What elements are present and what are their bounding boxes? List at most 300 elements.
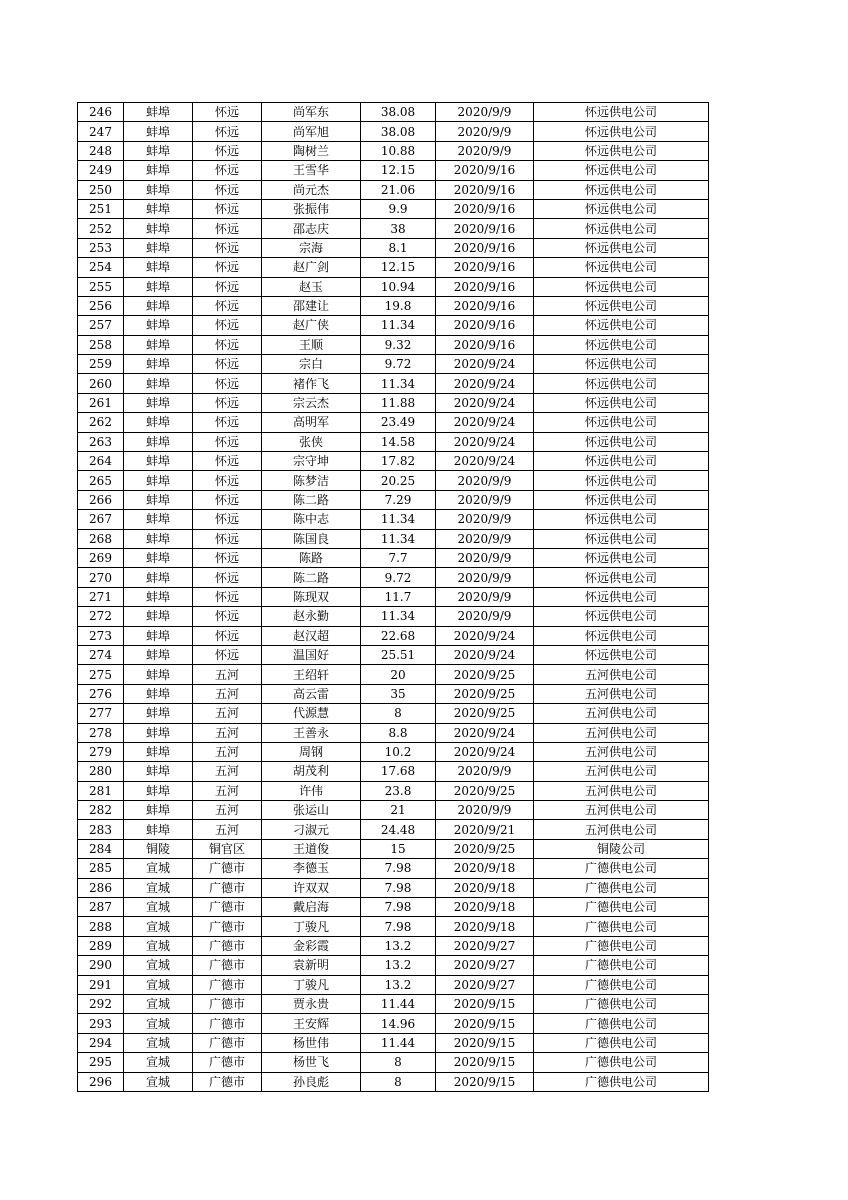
cell-company: 怀远供电公司 <box>534 413 709 432</box>
cell-amount: 10.2 <box>361 742 436 761</box>
cell-name: 代源慧 <box>262 704 361 723</box>
cell-company: 五河供电公司 <box>534 704 709 723</box>
cell-row-number: 249 <box>78 161 124 180</box>
cell-name: 杨世伟 <box>262 1033 361 1052</box>
cell-district: 铜官区 <box>193 839 262 858</box>
cell-name: 陈梦洁 <box>262 471 361 490</box>
table-row <box>78 684 709 703</box>
cell-row-number: 284 <box>78 839 124 858</box>
cell-amount: 21.06 <box>361 180 436 199</box>
cell-date: 2020/9/9 <box>436 762 534 781</box>
cell-company: 广德供电公司 <box>534 956 709 975</box>
cell-amount: 14.58 <box>361 432 436 451</box>
cell-city: 蚌埠 <box>124 781 193 800</box>
cell-date: 2020/9/21 <box>436 820 534 839</box>
table-row <box>78 103 709 122</box>
cell-date: 2020/9/9 <box>436 510 534 529</box>
cell-district: 怀远 <box>193 335 262 354</box>
cell-date: 2020/9/27 <box>436 936 534 955</box>
cell-city: 蚌埠 <box>124 587 193 606</box>
cell-row-number: 274 <box>78 645 124 664</box>
cell-row-number: 250 <box>78 180 124 199</box>
table-row <box>78 122 709 141</box>
cell-city: 蚌埠 <box>124 432 193 451</box>
cell-date: 2020/9/9 <box>436 607 534 626</box>
cell-city: 宣城 <box>124 936 193 955</box>
cell-date: 2020/9/18 <box>436 898 534 917</box>
cell-date: 2020/9/24 <box>436 452 534 471</box>
cell-district: 广德市 <box>193 1072 262 1091</box>
cell-city: 蚌埠 <box>124 413 193 432</box>
cell-date: 2020/9/25 <box>436 665 534 684</box>
cell-date: 2020/9/16 <box>436 161 534 180</box>
cell-name: 陈现双 <box>262 587 361 606</box>
cell-district: 怀远 <box>193 432 262 451</box>
cell-district: 怀远 <box>193 529 262 548</box>
cell-name: 王道俊 <box>262 839 361 858</box>
cell-company: 五河供电公司 <box>534 665 709 684</box>
table-row <box>78 161 709 180</box>
table-row <box>78 452 709 471</box>
cell-row-number: 271 <box>78 587 124 606</box>
cell-row-number: 264 <box>78 452 124 471</box>
cell-amount: 12.15 <box>361 161 436 180</box>
table-row <box>78 199 709 218</box>
cell-date: 2020/9/15 <box>436 1053 534 1072</box>
cell-city: 蚌埠 <box>124 704 193 723</box>
table-row <box>78 529 709 548</box>
cell-company: 广德供电公司 <box>534 936 709 955</box>
cell-amount: 23.49 <box>361 413 436 432</box>
cell-company: 怀远供电公司 <box>534 122 709 141</box>
cell-name: 陈路 <box>262 548 361 567</box>
cell-row-number: 255 <box>78 277 124 296</box>
cell-name: 陈国良 <box>262 529 361 548</box>
cell-amount: 19.8 <box>361 296 436 315</box>
table-row <box>78 607 709 626</box>
cell-amount: 8.8 <box>361 723 436 742</box>
cell-company: 五河供电公司 <box>534 684 709 703</box>
cell-company: 怀远供电公司 <box>534 510 709 529</box>
cell-name: 赵广侠 <box>262 316 361 335</box>
cell-district: 怀远 <box>193 180 262 199</box>
cell-date: 2020/9/18 <box>436 878 534 897</box>
cell-amount: 17.82 <box>361 452 436 471</box>
cell-district: 广德市 <box>193 936 262 955</box>
cell-city: 蚌埠 <box>124 762 193 781</box>
cell-amount: 7.98 <box>361 859 436 878</box>
table-row <box>78 994 709 1013</box>
cell-date: 2020/9/24 <box>436 723 534 742</box>
table-row <box>78 917 709 936</box>
cell-city: 宣城 <box>124 878 193 897</box>
cell-amount: 38 <box>361 219 436 238</box>
cell-row-number: 248 <box>78 141 124 160</box>
table-row <box>78 1033 709 1052</box>
cell-date: 2020/9/16 <box>436 316 534 335</box>
cell-company: 五河供电公司 <box>534 781 709 800</box>
cell-company: 怀远供电公司 <box>534 548 709 567</box>
table-row <box>78 413 709 432</box>
cell-district: 怀远 <box>193 548 262 567</box>
cell-amount: 22.68 <box>361 626 436 645</box>
cell-row-number: 275 <box>78 665 124 684</box>
cell-row-number: 295 <box>78 1053 124 1072</box>
cell-row-number: 256 <box>78 296 124 315</box>
cell-company: 怀远供电公司 <box>534 587 709 606</box>
cell-row-number: 285 <box>78 859 124 878</box>
cell-date: 2020/9/9 <box>436 529 534 548</box>
cell-amount: 8.1 <box>361 238 436 257</box>
cell-row-number: 257 <box>78 316 124 335</box>
cell-name: 赵永勤 <box>262 607 361 626</box>
table-row <box>78 141 709 160</box>
cell-district: 五河 <box>193 762 262 781</box>
cell-amount: 20 <box>361 665 436 684</box>
cell-district: 怀远 <box>193 296 262 315</box>
cell-row-number: 296 <box>78 1072 124 1091</box>
table-row <box>78 180 709 199</box>
cell-amount: 7.98 <box>361 878 436 897</box>
cell-name: 陈二路 <box>262 568 361 587</box>
cell-date: 2020/9/16 <box>436 296 534 315</box>
cell-city: 蚌埠 <box>124 607 193 626</box>
cell-date: 2020/9/24 <box>436 413 534 432</box>
cell-city: 蚌埠 <box>124 335 193 354</box>
cell-district: 五河 <box>193 742 262 761</box>
cell-city: 蚌埠 <box>124 801 193 820</box>
cell-name: 胡茂利 <box>262 762 361 781</box>
table-body <box>78 103 709 1092</box>
cell-row-number: 251 <box>78 199 124 218</box>
cell-company: 怀远供电公司 <box>534 645 709 664</box>
cell-company: 怀远供电公司 <box>534 199 709 218</box>
cell-amount: 8 <box>361 1053 436 1072</box>
cell-city: 宣城 <box>124 859 193 878</box>
table-row <box>78 820 709 839</box>
table-row <box>78 1014 709 1033</box>
cell-amount: 11.34 <box>361 510 436 529</box>
cell-amount: 9.72 <box>361 568 436 587</box>
cell-name: 宗海 <box>262 238 361 257</box>
cell-amount: 13.2 <box>361 936 436 955</box>
cell-row-number: 262 <box>78 413 124 432</box>
table-row <box>78 859 709 878</box>
table-row <box>78 471 709 490</box>
cell-district: 怀远 <box>193 103 262 122</box>
cell-row-number: 259 <box>78 355 124 374</box>
cell-amount: 38.08 <box>361 103 436 122</box>
table-row <box>78 316 709 335</box>
cell-company: 怀远供电公司 <box>534 238 709 257</box>
cell-city: 蚌埠 <box>124 684 193 703</box>
table-row <box>78 878 709 897</box>
cell-amount: 8 <box>361 704 436 723</box>
cell-city: 宣城 <box>124 898 193 917</box>
cell-name: 贾永贵 <box>262 994 361 1013</box>
cell-name: 杨世飞 <box>262 1053 361 1072</box>
cell-date: 2020/9/9 <box>436 141 534 160</box>
cell-name: 许双双 <box>262 878 361 897</box>
table-row <box>78 801 709 820</box>
cell-name: 褚作飞 <box>262 374 361 393</box>
table-row <box>78 568 709 587</box>
cell-amount: 13.2 <box>361 956 436 975</box>
cell-city: 蚌埠 <box>124 355 193 374</box>
cell-row-number: 254 <box>78 258 124 277</box>
cell-row-number: 292 <box>78 994 124 1013</box>
cell-date: 2020/9/25 <box>436 684 534 703</box>
cell-name: 金彩霞 <box>262 936 361 955</box>
cell-row-number: 283 <box>78 820 124 839</box>
cell-amount: 7.29 <box>361 490 436 509</box>
cell-city: 蚌埠 <box>124 742 193 761</box>
cell-name: 周钢 <box>262 742 361 761</box>
cell-date: 2020/9/9 <box>436 490 534 509</box>
cell-amount: 9.9 <box>361 199 436 218</box>
cell-amount: 11.7 <box>361 587 436 606</box>
cell-company: 怀远供电公司 <box>534 568 709 587</box>
table-row <box>78 432 709 451</box>
cell-city: 蚌埠 <box>124 393 193 412</box>
cell-date: 2020/9/9 <box>436 103 534 122</box>
cell-district: 广德市 <box>193 1033 262 1052</box>
cell-row-number: 261 <box>78 393 124 412</box>
table-row <box>78 704 709 723</box>
cell-district: 怀远 <box>193 258 262 277</box>
cell-city: 蚌埠 <box>124 723 193 742</box>
table-row <box>78 296 709 315</box>
cell-row-number: 278 <box>78 723 124 742</box>
cell-city: 宣城 <box>124 1014 193 1033</box>
data-table <box>77 102 709 1092</box>
cell-row-number: 269 <box>78 548 124 567</box>
cell-district: 广德市 <box>193 859 262 878</box>
cell-name: 高云雷 <box>262 684 361 703</box>
cell-company: 怀远供电公司 <box>534 432 709 451</box>
cell-row-number: 253 <box>78 238 124 257</box>
cell-amount: 7.7 <box>361 548 436 567</box>
cell-date: 2020/9/25 <box>436 704 534 723</box>
cell-district: 怀远 <box>193 238 262 257</box>
cell-date: 2020/9/24 <box>436 393 534 412</box>
cell-row-number: 247 <box>78 122 124 141</box>
cell-row-number: 272 <box>78 607 124 626</box>
cell-amount: 8 <box>361 1072 436 1091</box>
cell-name: 李德玉 <box>262 859 361 878</box>
cell-name: 王顺 <box>262 335 361 354</box>
cell-district: 五河 <box>193 665 262 684</box>
cell-amount: 24.48 <box>361 820 436 839</box>
cell-date: 2020/9/15 <box>436 994 534 1013</box>
cell-company: 怀远供电公司 <box>534 103 709 122</box>
cell-city: 蚌埠 <box>124 510 193 529</box>
cell-company: 广德供电公司 <box>534 1014 709 1033</box>
cell-amount: 11.88 <box>361 393 436 412</box>
table-row <box>78 898 709 917</box>
cell-city: 宣城 <box>124 994 193 1013</box>
cell-row-number: 252 <box>78 219 124 238</box>
cell-district: 五河 <box>193 704 262 723</box>
cell-amount: 17.68 <box>361 762 436 781</box>
cell-date: 2020/9/24 <box>436 742 534 761</box>
cell-name: 丁骏凡 <box>262 975 361 994</box>
cell-date: 2020/9/9 <box>436 801 534 820</box>
cell-district: 怀远 <box>193 277 262 296</box>
cell-district: 怀远 <box>193 355 262 374</box>
cell-district: 五河 <box>193 684 262 703</box>
cell-amount: 10.94 <box>361 277 436 296</box>
cell-name: 宗白 <box>262 355 361 374</box>
cell-district: 广德市 <box>193 1053 262 1072</box>
cell-city: 蚌埠 <box>124 141 193 160</box>
cell-company: 五河供电公司 <box>534 742 709 761</box>
cell-row-number: 287 <box>78 898 124 917</box>
cell-date: 2020/9/15 <box>436 1014 534 1033</box>
cell-company: 怀远供电公司 <box>534 374 709 393</box>
cell-date: 2020/9/15 <box>436 1033 534 1052</box>
cell-row-number: 276 <box>78 684 124 703</box>
cell-name: 孙良彪 <box>262 1072 361 1091</box>
cell-city: 蚌埠 <box>124 258 193 277</box>
cell-company: 怀远供电公司 <box>534 355 709 374</box>
cell-date: 2020/9/15 <box>436 1072 534 1091</box>
cell-company: 怀远供电公司 <box>534 393 709 412</box>
cell-city: 蚌埠 <box>124 103 193 122</box>
table-row <box>78 956 709 975</box>
cell-name: 宗云杰 <box>262 393 361 412</box>
cell-row-number: 281 <box>78 781 124 800</box>
cell-company: 五河供电公司 <box>534 723 709 742</box>
cell-company: 五河供电公司 <box>534 820 709 839</box>
cell-district: 五河 <box>193 723 262 742</box>
cell-row-number: 246 <box>78 103 124 122</box>
cell-amount: 11.34 <box>361 316 436 335</box>
cell-district: 怀远 <box>193 607 262 626</box>
cell-row-number: 293 <box>78 1014 124 1033</box>
cell-row-number: 268 <box>78 529 124 548</box>
cell-company: 怀远供电公司 <box>534 490 709 509</box>
cell-amount: 11.44 <box>361 994 436 1013</box>
cell-company: 广德供电公司 <box>534 878 709 897</box>
cell-district: 怀远 <box>193 587 262 606</box>
table-row <box>78 781 709 800</box>
cell-company: 怀远供电公司 <box>534 161 709 180</box>
cell-amount: 13.2 <box>361 975 436 994</box>
cell-date: 2020/9/16 <box>436 258 534 277</box>
cell-date: 2020/9/16 <box>436 180 534 199</box>
cell-row-number: 291 <box>78 975 124 994</box>
cell-date: 2020/9/27 <box>436 975 534 994</box>
cell-company: 怀远供电公司 <box>534 277 709 296</box>
cell-district: 怀远 <box>193 645 262 664</box>
cell-company: 怀远供电公司 <box>534 335 709 354</box>
cell-name: 邵志庆 <box>262 219 361 238</box>
cell-city: 蚌埠 <box>124 452 193 471</box>
cell-name: 邵建让 <box>262 296 361 315</box>
cell-company: 广德供电公司 <box>534 994 709 1013</box>
cell-name: 王安辉 <box>262 1014 361 1033</box>
cell-row-number: 263 <box>78 432 124 451</box>
cell-name: 王雪华 <box>262 161 361 180</box>
table-row <box>78 587 709 606</box>
cell-row-number: 282 <box>78 801 124 820</box>
cell-date: 2020/9/16 <box>436 277 534 296</box>
cell-company: 怀远供电公司 <box>534 141 709 160</box>
cell-name: 袁新明 <box>262 956 361 975</box>
cell-name: 尚军旭 <box>262 122 361 141</box>
cell-date: 2020/9/24 <box>436 645 534 664</box>
cell-company: 广德供电公司 <box>534 859 709 878</box>
cell-date: 2020/9/9 <box>436 122 534 141</box>
cell-amount: 7.98 <box>361 917 436 936</box>
cell-city: 蚌埠 <box>124 820 193 839</box>
table-row <box>78 335 709 354</box>
cell-name: 尚元杰 <box>262 180 361 199</box>
cell-city: 蚌埠 <box>124 180 193 199</box>
cell-row-number: 280 <box>78 762 124 781</box>
cell-name: 丁骏凡 <box>262 917 361 936</box>
cell-district: 怀远 <box>193 510 262 529</box>
cell-row-number: 267 <box>78 510 124 529</box>
cell-name: 戴启海 <box>262 898 361 917</box>
table-row <box>78 742 709 761</box>
cell-city: 蚌埠 <box>124 529 193 548</box>
table-row <box>78 238 709 257</box>
cell-company: 广德供电公司 <box>534 898 709 917</box>
table-row <box>78 645 709 664</box>
cell-name: 尚军东 <box>262 103 361 122</box>
cell-date: 2020/9/24 <box>436 355 534 374</box>
table-row <box>78 626 709 645</box>
cell-district: 怀远 <box>193 219 262 238</box>
cell-district: 怀远 <box>193 490 262 509</box>
cell-date: 2020/9/16 <box>436 199 534 218</box>
cell-city: 蚌埠 <box>124 490 193 509</box>
cell-city: 蚌埠 <box>124 645 193 664</box>
cell-amount: 14.96 <box>361 1014 436 1033</box>
cell-name: 陈中志 <box>262 510 361 529</box>
cell-row-number: 273 <box>78 626 124 645</box>
cell-date: 2020/9/18 <box>436 917 534 936</box>
cell-city: 宣城 <box>124 1072 193 1091</box>
table-row <box>78 510 709 529</box>
cell-city: 蚌埠 <box>124 277 193 296</box>
cell-row-number: 290 <box>78 956 124 975</box>
cell-district: 广德市 <box>193 917 262 936</box>
cell-name: 张运山 <box>262 801 361 820</box>
cell-amount: 38.08 <box>361 122 436 141</box>
cell-district: 怀远 <box>193 568 262 587</box>
cell-district: 怀远 <box>193 413 262 432</box>
cell-row-number: 270 <box>78 568 124 587</box>
cell-city: 蚌埠 <box>124 665 193 684</box>
cell-district: 广德市 <box>193 898 262 917</box>
table-row <box>78 548 709 567</box>
table-row <box>78 975 709 994</box>
cell-amount: 35 <box>361 684 436 703</box>
cell-name: 王绍轩 <box>262 665 361 684</box>
cell-name: 赵广剑 <box>262 258 361 277</box>
cell-district: 怀远 <box>193 393 262 412</box>
table-row <box>78 936 709 955</box>
cell-date: 2020/9/25 <box>436 839 534 858</box>
cell-company: 怀远供电公司 <box>534 219 709 238</box>
cell-row-number: 277 <box>78 704 124 723</box>
cell-date: 2020/9/9 <box>436 471 534 490</box>
cell-company: 怀远供电公司 <box>534 296 709 315</box>
cell-company: 怀远供电公司 <box>534 607 709 626</box>
